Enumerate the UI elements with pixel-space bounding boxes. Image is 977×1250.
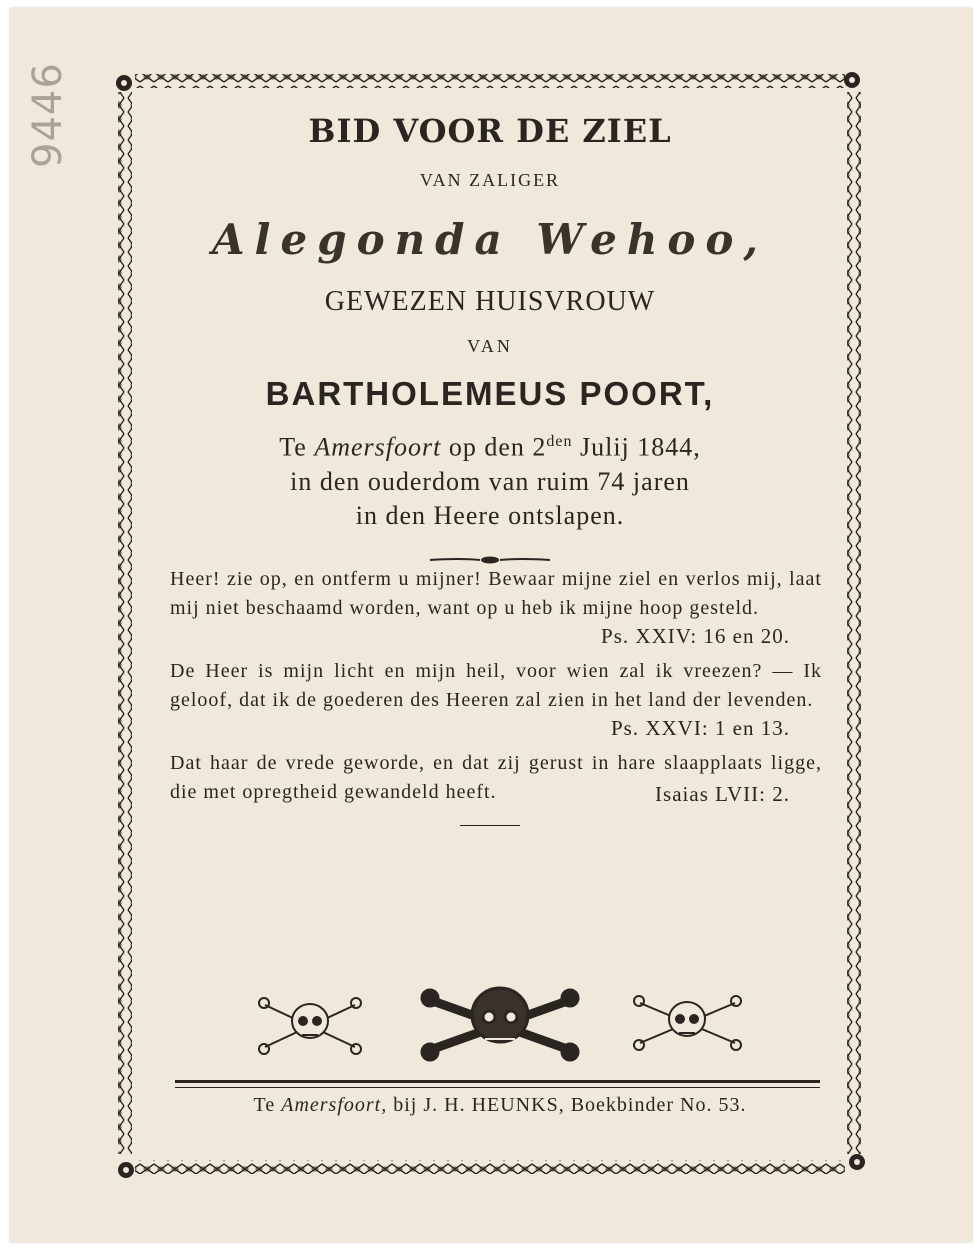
card-title: BID VOOR DE ZIEL — [308, 112, 672, 150]
verse-1: Heer! zie op, en ontferm u mijner! Bewaar mijne ziel en verlos mij, laat mij niet beschaamd worden, want op u heb ik mijne hoop gesteld. — [170, 567, 822, 619]
age-line: in den ouderdom van ruim 74 jaren — [290, 466, 690, 496]
verse-1-reference: Ps. XXIV: 16 en 20. — [601, 623, 790, 648]
death-place: Amersfoort — [314, 432, 442, 462]
printer-imprint: Te Amersfoort, bij J. H. HEUNKS, Boekbinder No. 53. — [253, 1094, 747, 1116]
spouse-name: BARTHOLEMEUS POORT, — [265, 375, 715, 412]
imprint-rule — [175, 1080, 820, 1088]
former-wife-line: GEWEZEN HUISVROUW — [324, 286, 656, 317]
skull-left-icon — [259, 998, 361, 1054]
prefix-line: VAN ZALIGER — [419, 170, 561, 190]
deceased-name: Alegonda Wehoo, — [211, 215, 769, 264]
skull-right-icon — [634, 996, 741, 1050]
pencil-inventory-note: 9446 — [25, 62, 71, 168]
short-rule — [460, 825, 520, 826]
rest-line: in den Heere ontslapen. — [355, 500, 625, 530]
verse-3: Dat haar de vrede geworde, en dat zij gerust in hare slaapplaats ligge, die met opregtheid gewandeld heeft. — [170, 751, 822, 803]
van-line: VAN — [467, 336, 513, 356]
verse-3-reference: Isaias LVII: 2. — [655, 781, 790, 806]
verse-2-reference: Ps. XXVI: 1 en 13. — [611, 715, 790, 740]
ornament-divider — [430, 555, 550, 565]
skull-center-icon — [422, 988, 578, 1060]
card-text — [140, 110, 840, 826]
skull-and-crossbones-row — [255, 985, 745, 1065]
death-date-line: Te Amersfoort op den $2^{den}$ Julij 1844, — [279, 432, 701, 462]
verse-2: De Heer is mijn licht en mijn heil, voor wien zal ik vreezen? — Ik geloof, dat ik de goederen des Heeren zal zien in het land der levenden. — [170, 659, 822, 711]
